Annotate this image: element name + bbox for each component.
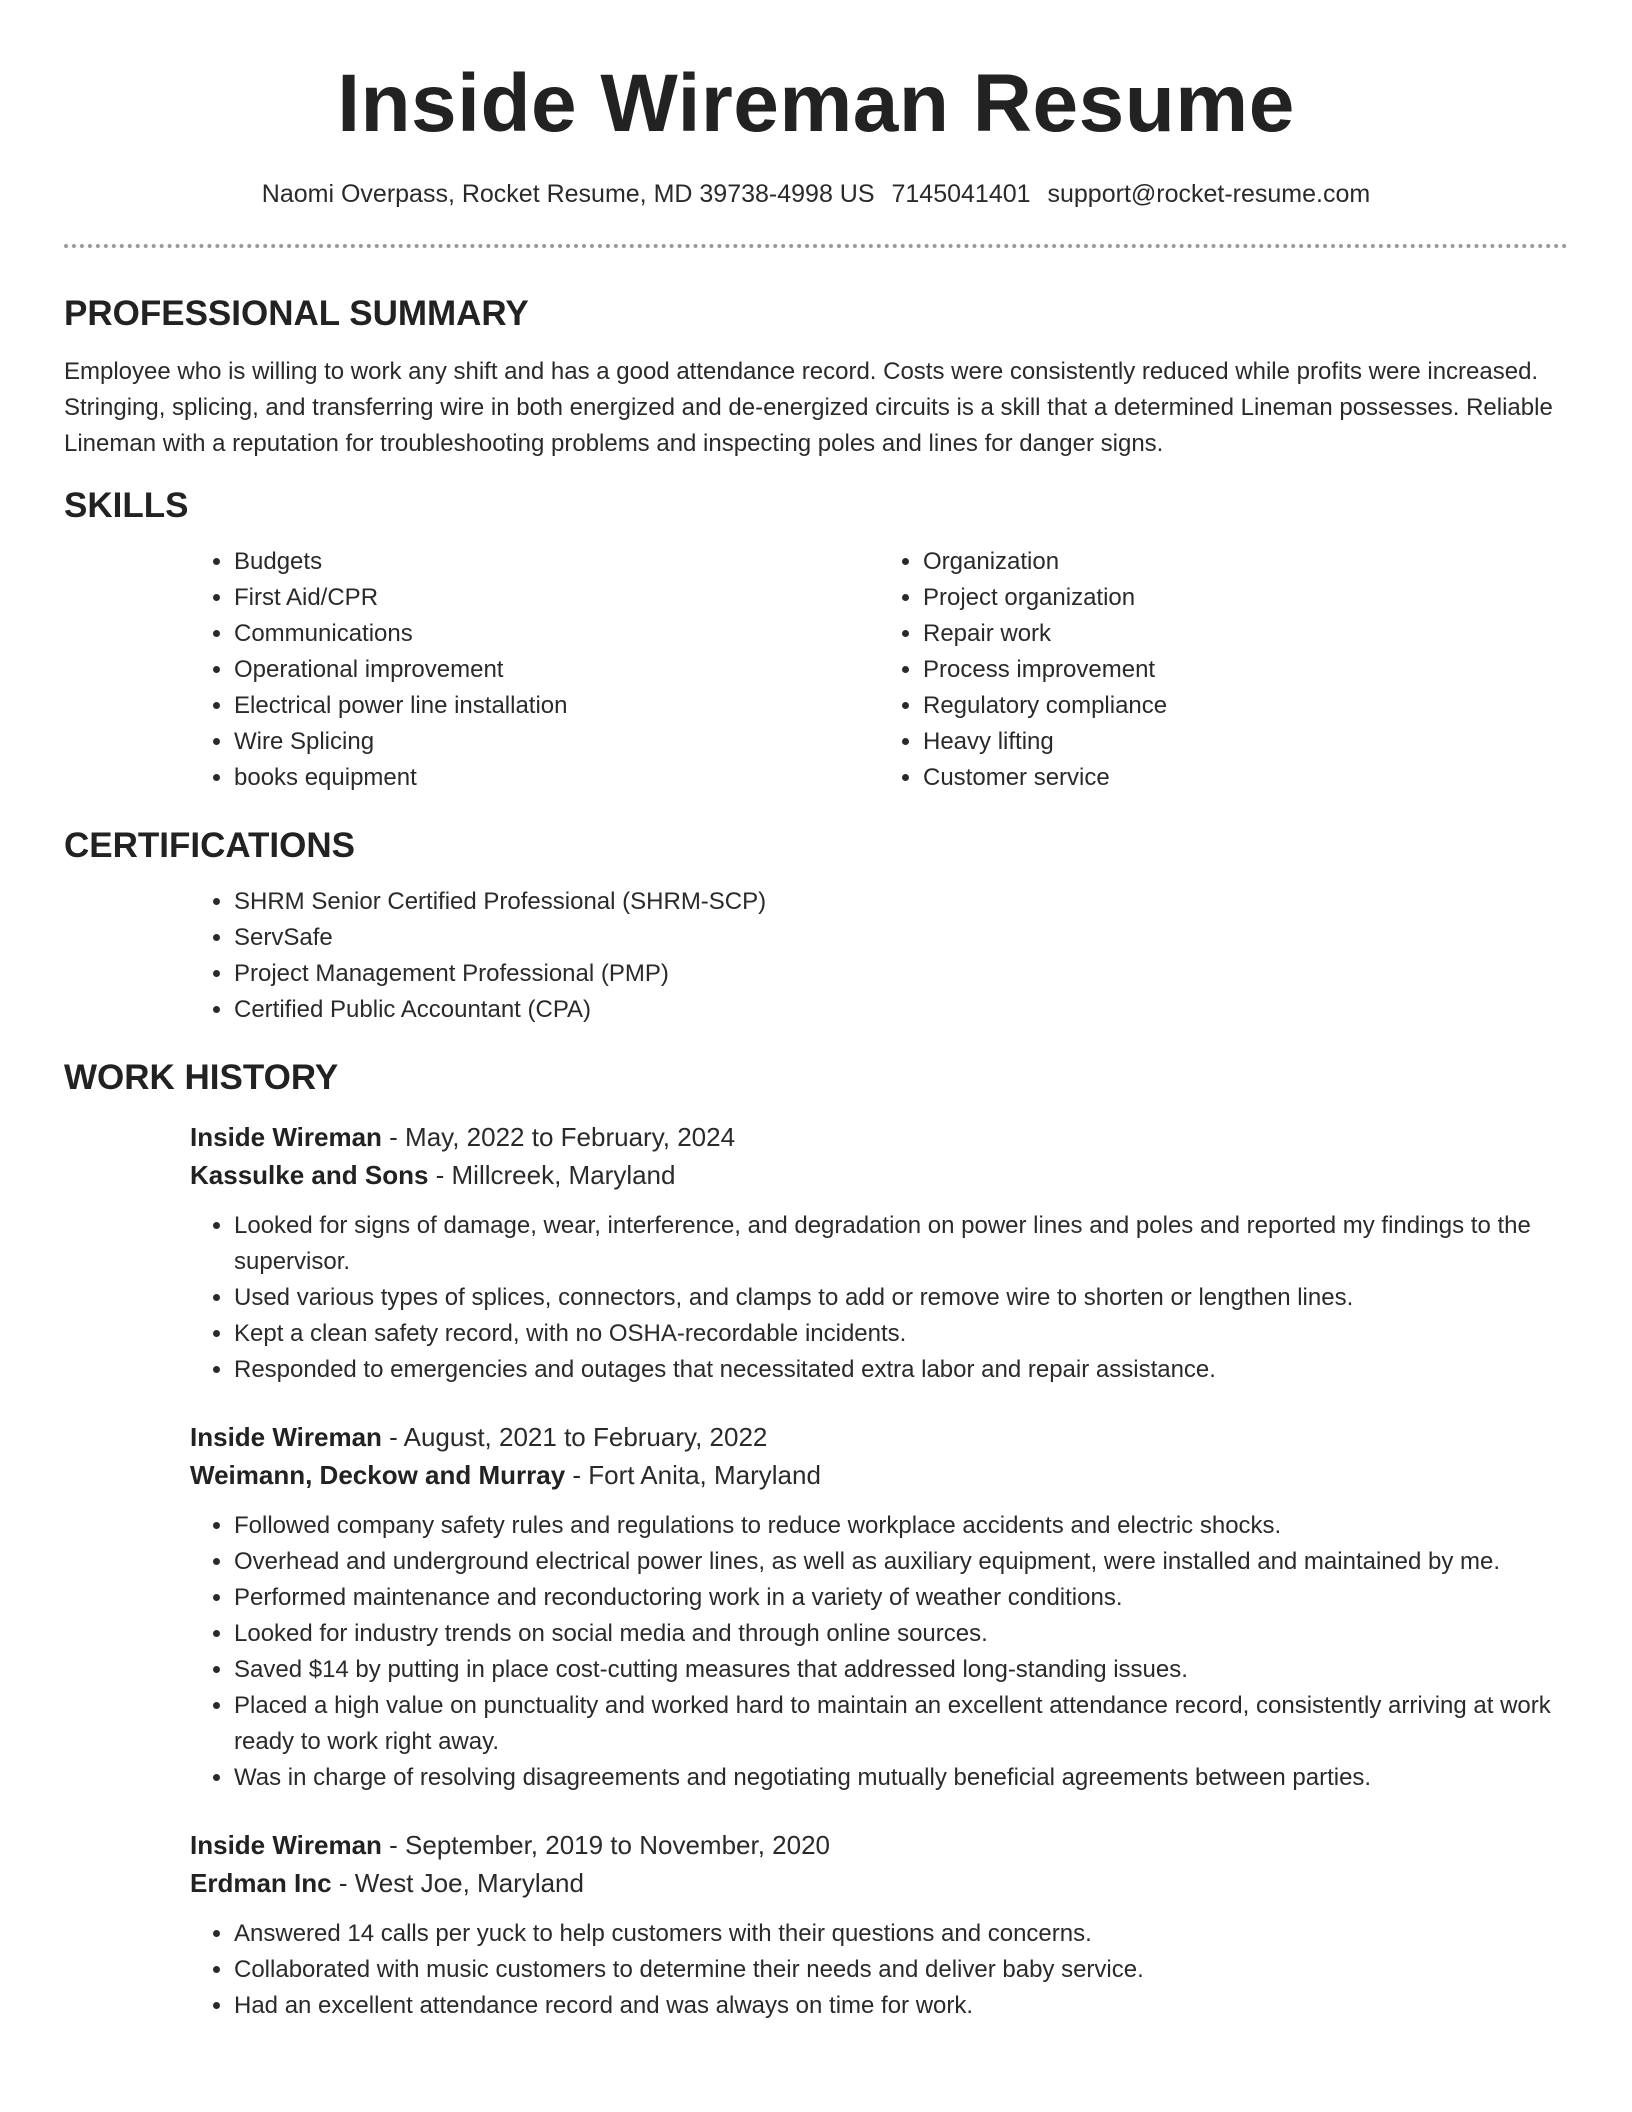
summary-heading: PROFESSIONAL SUMMARY bbox=[64, 294, 529, 333]
skill-item: • Repair work bbox=[923, 616, 1568, 652]
job-bullets bbox=[190, 1208, 1568, 1388]
job-bullet: • Overhead and underground electrical power lines, as well as auxiliary equipment, were installed and maintained by me. bbox=[234, 1544, 1568, 1580]
job-location: - Millcreek, Maryland bbox=[428, 1160, 676, 1190]
skill-item: • Electrical power line installation bbox=[234, 688, 879, 724]
skill-item: • First Aid/CPR bbox=[234, 580, 879, 616]
summary-text: Employee who is willing to work any shift and has a good attendance record. Costs were consistently reduced while profits were increased. Stringing, splicing, and transferring wire in both energized and de-energized circuits is a skill that a determined Lineman possesses. Reliable Lineman with a reputation for troubleshooting problems and inspecting poles and lines for danger signs. bbox=[64, 358, 1553, 457]
skill-item: • Communications bbox=[234, 616, 879, 652]
skill-item: • books equipment bbox=[234, 760, 879, 796]
job-dates: - May, 2022 to February, 2024 bbox=[381, 1122, 736, 1152]
job-bullet: • Followed company safety rules and regulations to reduce workplace accidents and electric shocks. bbox=[234, 1508, 1568, 1544]
job-company-line bbox=[190, 1156, 1568, 1194]
job-title: Inside Wireman bbox=[190, 1830, 382, 1860]
job-bullet: • Looked for signs of damage, wear, interference, and degradation on power lines and poles and reported my findings to the supervisor. bbox=[234, 1208, 1568, 1280]
skill-item: • Organization bbox=[923, 544, 1568, 580]
skills-heading: SKILLS bbox=[64, 486, 189, 525]
skill-item: • Regulatory compliance bbox=[923, 688, 1568, 724]
job-bullets bbox=[190, 1508, 1568, 1796]
skill-item: • Customer service bbox=[923, 760, 1568, 796]
job-bullet: • Performed maintenance and reconductoring work in a variety of weather conditions. bbox=[234, 1580, 1568, 1616]
job-company: Erdman Inc bbox=[190, 1868, 332, 1898]
job-entry bbox=[190, 1118, 1568, 1388]
job-bullet: • Responded to emergencies and outages that necessitated extra labor and repair assistance. bbox=[234, 1352, 1568, 1388]
header-divider bbox=[64, 244, 1568, 248]
skill-item: • Project organization bbox=[923, 580, 1568, 616]
job-bullet: • Placed a high value on punctuality and worked hard to maintain an excellent attendance record, consistently arriving at work ready to work right away. bbox=[234, 1688, 1568, 1760]
contact-line bbox=[64, 178, 1568, 210]
certification-item: • Certified Public Accountant (CPA) bbox=[234, 992, 1568, 1028]
job-dates: - September, 2019 to November, 2020 bbox=[381, 1830, 830, 1860]
job-company: Kassulke and Sons bbox=[190, 1160, 429, 1190]
certification-item: • Project Management Professional (PMP) bbox=[234, 956, 1568, 992]
job-company-line bbox=[190, 1456, 1568, 1494]
certification-item: • ServSafe bbox=[234, 920, 1568, 956]
job-bullet: • Saved $14 by putting in place cost-cutting measures that addressed long-standing issues. bbox=[234, 1652, 1568, 1688]
job-bullet: • Used various types of splices, connectors, and clamps to add or remove wire to shorten or lengthen lines. bbox=[234, 1280, 1568, 1316]
job-title: Inside Wireman bbox=[190, 1122, 382, 1152]
job-bullet: • Kept a clean safety record, with no OSHA-recordable incidents. bbox=[234, 1316, 1568, 1352]
certifications-heading: CERTIFICATIONS bbox=[64, 826, 356, 865]
contact-phone: 7145041401 bbox=[891, 180, 1031, 208]
skills-list-right bbox=[879, 544, 1568, 796]
job-bullets bbox=[190, 1916, 1568, 2024]
certifications-list bbox=[190, 884, 1568, 1028]
job-entry bbox=[190, 1418, 1568, 1796]
skills-columns bbox=[190, 544, 1568, 796]
resume-page bbox=[64, 0, 1568, 2024]
job-title-line bbox=[190, 1418, 1568, 1456]
skill-item: • Wire Splicing bbox=[234, 724, 879, 760]
skill-item: • Operational improvement bbox=[234, 652, 879, 688]
job-bullet: • Had an excellent attendance record and was always on time for work. bbox=[234, 1988, 1568, 2024]
skill-item: • Process improvement bbox=[923, 652, 1568, 688]
job-location: - West Joe, Maryland bbox=[331, 1868, 584, 1898]
job-bullet: • Collaborated with music customers to determine their needs and deliver baby service. bbox=[234, 1952, 1568, 1988]
work-history-heading: WORK HISTORY bbox=[64, 1058, 339, 1097]
resume-title: Inside Wireman Resume bbox=[337, 58, 1295, 149]
job-location: - Fort Anita, Maryland bbox=[565, 1460, 821, 1490]
certification-item: • SHRM Senior Certified Professional (SHRM-SCP) bbox=[234, 884, 1568, 920]
contact-email: support@rocket-resume.com bbox=[1047, 180, 1371, 208]
job-company-line bbox=[190, 1864, 1568, 1902]
skill-item: • Heavy lifting bbox=[923, 724, 1568, 760]
job-entry bbox=[190, 1826, 1568, 2024]
job-bullet: • Answered 14 calls per yuck to help customers with their questions and concerns. bbox=[234, 1916, 1568, 1952]
skill-item: • Budgets bbox=[234, 544, 879, 580]
job-title-line bbox=[190, 1826, 1568, 1864]
job-title: Inside Wireman bbox=[190, 1422, 382, 1452]
job-company: Weimann, Deckow and Murray bbox=[190, 1460, 566, 1490]
job-bullet: • Looked for industry trends on social media and through online sources. bbox=[234, 1616, 1568, 1652]
skills-list-left bbox=[190, 544, 879, 796]
job-title-line bbox=[190, 1118, 1568, 1156]
job-dates: - August, 2021 to February, 2022 bbox=[381, 1422, 768, 1452]
contact-address: Naomi Overpass, Rocket Resume, MD 39738-4998 US bbox=[261, 180, 875, 208]
job-bullet: • Was in charge of resolving disagreements and negotiating mutually beneficial agreements between parties. bbox=[234, 1760, 1568, 1796]
